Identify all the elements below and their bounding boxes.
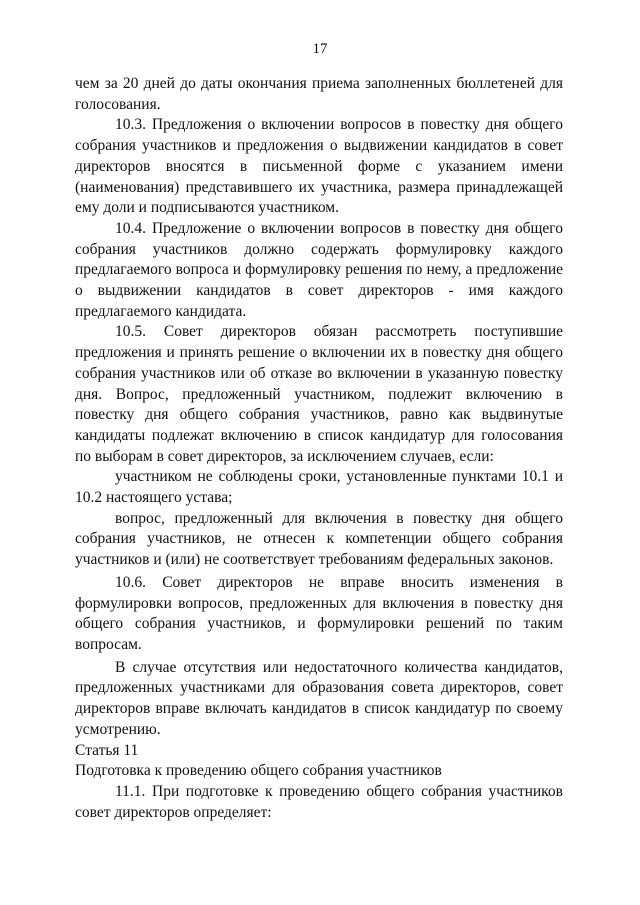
paragraph-10-3: 10.3. Предложения о включении вопросов в повестку дня общего собрания участников и предложения о выдвижении кандидатов в совет директоров вносятся в письменной форме с указанием имени (наименования) представившего их участника, размера принадлежащей ему доли и подписываются участником.: [75, 116, 563, 217]
article-label: Статья 11: [75, 741, 139, 759]
document-body: [75, 74, 563, 823]
paragraph-insufficient-candidates: В случае отсутствия или недостаточного количества кандидатов, предложенных участниками для образования совета директоров, совет директоров вправе включать кандидатов в список кандидатур по своему усмотрению.: [75, 658, 563, 738]
paragraph-exception-deadlines: участником не соблюдены сроки, установленные пунктами 10.1 и 10.2 настоящего устава;: [75, 468, 563, 507]
paragraph-continuation: чем за 20 дней до даты окончания приема заполненных бюллетеней для голосования.: [75, 75, 563, 113]
page-number: 17: [312, 41, 328, 57]
article-title: Подготовка к проведению общего собрания участников: [75, 762, 442, 780]
paragraph-11-1: 11.1. При подготовке к проведению общего собрания участников совет директоров определяет:: [75, 782, 563, 821]
paragraph-10-5: 10.5. Совет директоров обязан рассмотреть поступившие предложения и принять решение о включении их в повестку дня общего собрания участников или об отказе во включении в указанную повестку дня. Вопрос, предложенный участником, подлежит включению в повестку дня общего собрания участников, равно как выдвинутые кандидаты подлежат включению в список кандидатур для голосования по выборам в совет директоров, за исключением случаев, если:: [75, 323, 563, 465]
paragraph-exception-competence: вопрос, предложенный для включения в повестку дня общего собрания участников, не отнесен к компетенции общего собрания участников и (или) не соответствует требованиям федеральных законов.: [75, 509, 563, 569]
paragraph-10-4: 10.4. Предложение о включении вопросов в повестку дня общего собрания участников должно содержать формулировку каждого предлагаемого вопроса и формулировку решения по нему, а предложение о выдвижении кандидатов в совет директоров - имя каждого предлагаемого кандидата.: [75, 219, 563, 320]
paragraph-10-6: 10.6. Совет директоров не вправе вносить изменения в формулировки вопросов, предложенных для включения в повестку дня общего собрания участников, и формулировки решений по таким вопросам.: [75, 573, 563, 653]
